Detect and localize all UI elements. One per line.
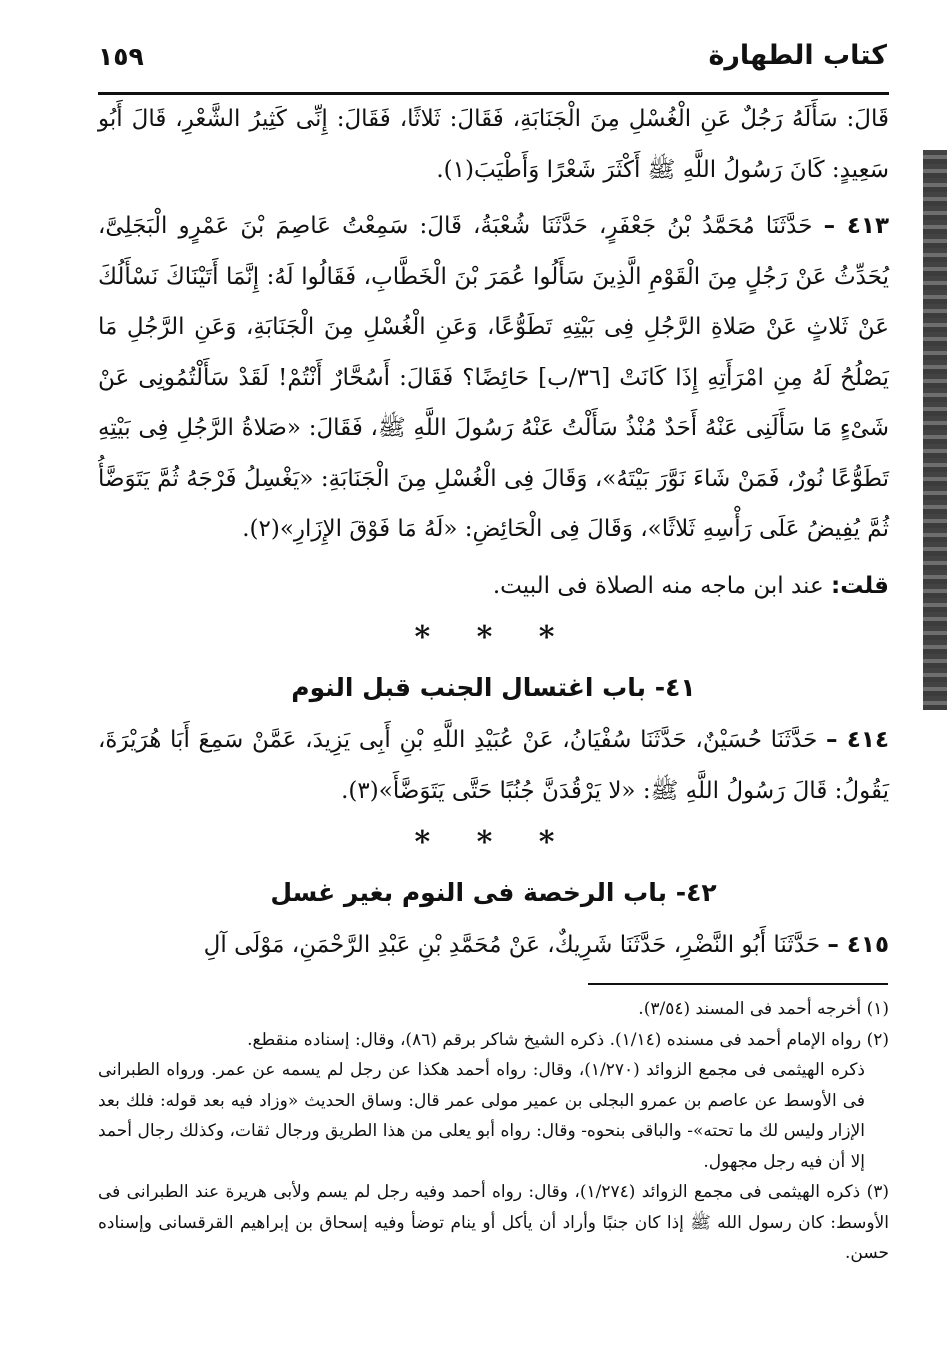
footnote-2 (98, 1025, 889, 1178)
footnotes (98, 994, 889, 1269)
scan-edge-shadow (923, 150, 947, 710)
hadith-text: حَدَّثَنَا حُسَيْنٌ، حَدَّثَنَا سُفْيَانُ، عَنْ عُبَيْدِ اللَّهِ بْنِ أَبِى يَزِيدَ، عَمَّنْ سَمِعَ أَبَا هُرَيْرَةَ، يَقُولُ: قَالَ رَسُولُ اللَّهِ ﷺ: «لا يَرْقُدَنَّ جُنُبًا حَتَّى يَتَوَضَّأَ»(٣). (98, 727, 889, 804)
hadith-413 (98, 201, 889, 555)
hadith-number: ٤١٤ – (826, 727, 889, 753)
paragraph-continuation: قَالَ: سَأَلَهُ رَجُلٌ عَنِ الْغُسْلِ مِنَ الْجَنَابَةِ، فَقَالَ: ثَلاثًا، فَقَالَ: إِنِّى كَثِيرُ الشَّعْرِ، قَالَ أَبُو سَعِيدٍ: كَانَ رَسُولُ اللَّهِ ﷺ أَكْثَرَ شَعْرًا وَأَطْيَبَ(١). (98, 106, 889, 183)
page-number: ١٥٩ (98, 42, 144, 71)
section-divider-stars: * * * (414, 620, 573, 655)
hadith-number: ٤١٣ – (823, 213, 889, 239)
hadith-text: حَدَّثَنَا مُحَمَّدُ بْنُ جَعْفَرٍ، حَدَّثَنَا شُعْبَةُ، قَالَ: سَمِعْتُ عَاصِمَ بْنَ عَمْرٍو الْبَجَلِىَّ، يُحَدِّثُ عَنْ رَجُلٍ مِنَ الْقَوْمِ الَّذِينَ سَأَلُوا عُمَرَ بْنَ الْخَطَّابِ، فَقَالُوا لَهُ: إِنَّمَا أَتَيْنَاكَ نَسْأَلُكَ عَنْ ثَلاثٍ عَنْ صَلاةِ الرَّجُلِ فِى بَيْتِهِ تَطَوُّعًا، وَعَنِ الْغُسْلِ مِنَ الْجَنَابَةِ، وَعَنِ الرَّجُلِ مَا يَصْلُحُ لَهُ مِنِ امْرَأَتِهِ إِذَا كَانَتْ [٣٦/ب] حَائِضًا؟ فَقَالَ: أَسُحَّارٌ أَنْتُمْ! لَقَدْ سَأَلْتُمُونِى عَنْ شَىْءٍ مَا سَأَلَنِى عَنْهُ أَحَدٌ مُنْذُ سَأَلْتُ عَنْهُ رَسُولَ اللَّهِ ﷺ، فَقَالَ: «صَلاةُ الرَّجُلِ فِى بَيْتِهِ تَطَوُّعًا نُورٌ، فَمَنْ شَاءَ نَوَّرَ بَيْتَهُ»، وَقَالَ فِى الْغُسْلِ مِنَ الْجَنَابَةِ: «يَغْسِلُ فَرْجَهُ ثُمَّ يَتَوَضَّأُ ثُمَّ يُفِيضُ عَلَى رَأْسِهِ ثَلاثًا»، وَقَالَ فِى الْحَائِضِ: «لَهُ مَا فَوْقَ الإِزَارِ»(٢). (98, 213, 889, 542)
page-header (98, 40, 887, 90)
section-divider-stars: * * * (414, 825, 573, 860)
hadith-number: ٤١٥ – (827, 932, 889, 958)
chapter-heading-42: ٤٢- باب الرخصة فى النوم بغير غسل (270, 878, 717, 907)
hadith-text: حَدَّثَنَا أَبُو النَّضْرِ، حَدَّثَنَا شَرِيكٌ، عَنْ مُحَمَّدِ بْنِ عَبْدِ الرَّحْمَنِ، مَوْلَى آلِ (203, 932, 821, 958)
editor-note-label: قلت: (831, 572, 889, 599)
footnote-3: (٣) ذكره الهيثمى فى مجمع الزوائد (١/٢٧٤)، وقال: رواه أحمد وفيه رجل لم يسم ولأبى هريرة عند الطبرانى فى الأوسط: كان رسول الله ﷺ إذا كان جنبًا وأراد أن يأكل أو ينام توضأ وفيه إسحاق بن إبراهيم القرقسانى وإسناده حسن. (98, 1182, 889, 1263)
hadith-415 (98, 920, 889, 971)
book-title: كتاب الطهارة (708, 40, 887, 71)
chapter-heading-41: ٤١- باب اغتسال الجنب قبل النوم (291, 673, 696, 702)
footnote-1: (١) أخرجه أحمد فى المسند (٣/٥٤). (638, 999, 889, 1019)
main-text (98, 94, 889, 971)
footnote-rule (588, 983, 888, 985)
footnote-2-continued: ذكره الهيثمى فى مجمع الزوائد (١/٢٧٠)، وقال: رواه أحمد هكذا عن رجل لم يسمه عن عمر. ورواه الطبرانى فى الأوسط عن عاصم بن عمرو البجلى بن عمير مولى عمر قال: وساق الحديث «وزاد فيه بعد قوله: فلك بعد الإزار وليس لك ما تحته»- والباقى بنحوه- وقال: رواه أبو يعلى من هذا الطريق ورجال ثقات، وكذلك رجال أحمد إلا أن فيه رجل مجهول. (98, 1060, 865, 1172)
editor-note-text: عند ابن ماجه منه الصلاة فى البيت. (492, 572, 824, 599)
hadith-414 (98, 715, 889, 816)
editor-note (98, 561, 889, 612)
footnote-2-first: (٢) رواه الإمام أحمد فى مسنده (١/١٤). ذكره الشيخ شاكر برقم (٨٦)، وقال: إسناده منقطع. (247, 1029, 889, 1050)
